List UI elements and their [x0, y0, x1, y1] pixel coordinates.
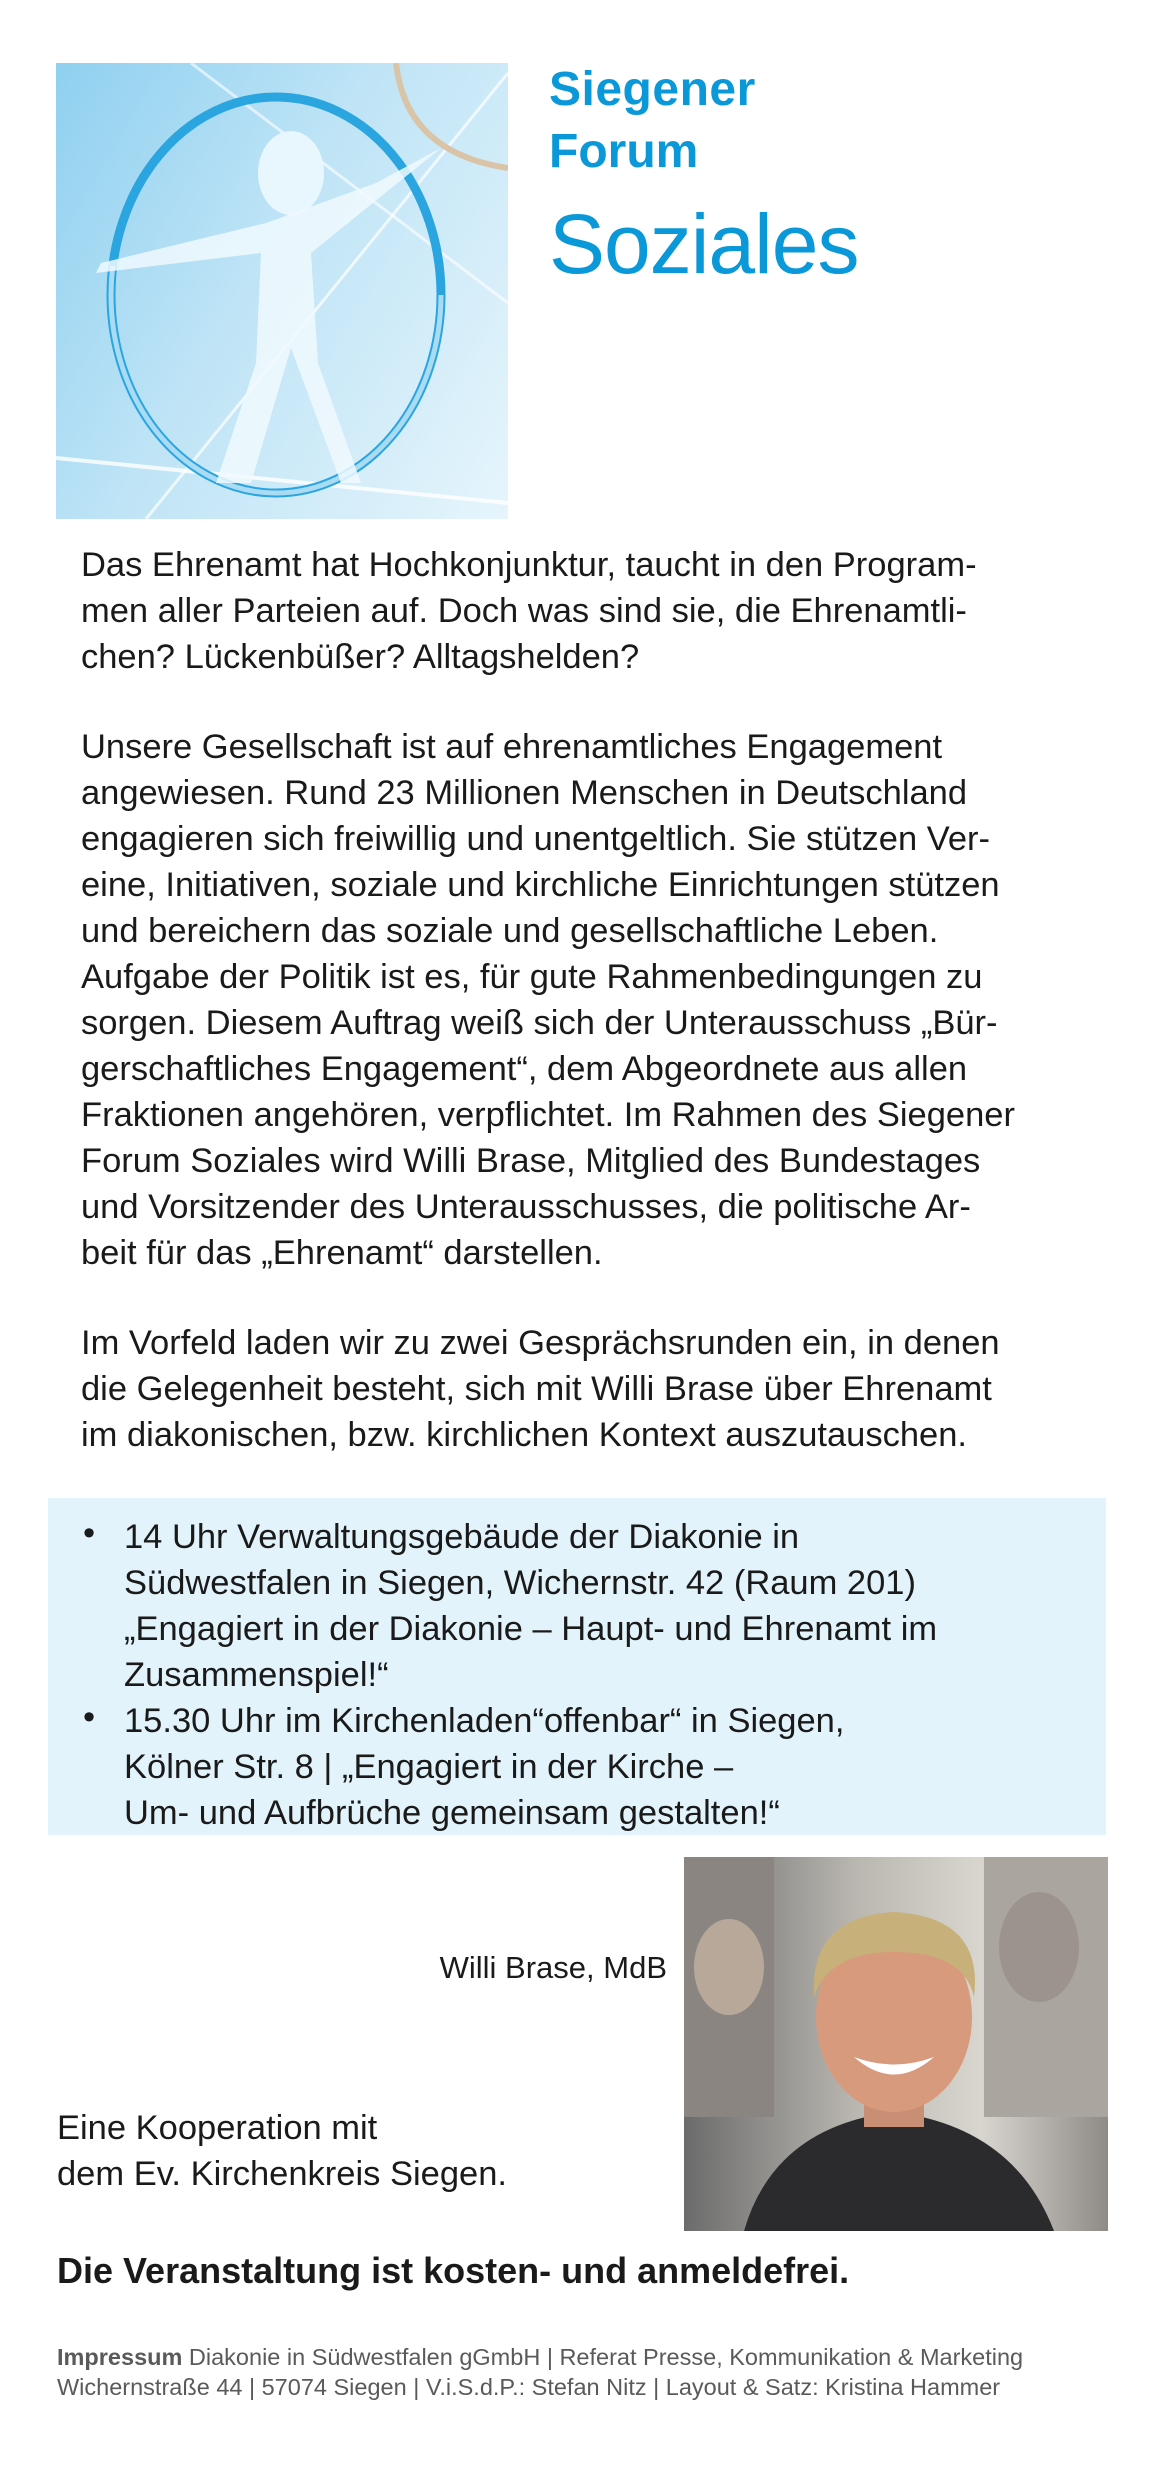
vitruvian-figure-icon: [56, 63, 508, 519]
title-forum: Forum: [549, 125, 699, 178]
person-portrait-icon: [684, 1857, 1108, 2231]
text-line: Kölner Str. 8 | „Engagiert in der Kirche –: [124, 1748, 734, 1786]
impressum-line-1: Diakonie in Südwestfalen gGmbH | Referat Presse, Kommunikation & Marketing: [182, 2344, 1024, 2370]
text-line: chen? Lückenbüßer? Alltagshelden?: [81, 638, 640, 676]
text-line: Südwestfalen in Siegen, Wichernstr. 42 (Raum 201): [124, 1564, 916, 1602]
bullet-icon: •: [83, 1514, 96, 1552]
text-line: Fraktionen angehören, verpflichtet. Im Rahmen des Siegener: [81, 1096, 1015, 1134]
text-line: und bereichern das soziale und gesellschaftliche Leben.: [81, 912, 939, 950]
text-line: Forum Soziales wird Willi Brase, Mitglied des Bundestages: [81, 1142, 981, 1180]
text-line: Um- und Aufbrüche gemeinsam gestalten!“: [124, 1794, 780, 1832]
forum-logo: [56, 63, 508, 519]
intro-paragraph-3: [81, 1320, 1000, 1458]
bullet-icon: •: [83, 1698, 96, 1736]
text-line: eine, Initiativen, soziale und kirchliche Einrichtungen stützen: [81, 866, 1000, 904]
cooperation-note: [57, 2105, 507, 2197]
text-line: sorgen. Diesem Auftrag weiß sich der Unterausschuss „Bür-: [81, 1004, 998, 1042]
portrait-photo: [684, 1857, 1108, 2231]
text-line: dem Ev. Kirchenkreis Siegen.: [57, 2155, 507, 2193]
text-line: Zusammenspiel!“: [124, 1656, 389, 1694]
text-line: angewiesen. Rund 23 Millionen Menschen in Deutschland: [81, 774, 968, 812]
text-line: Im Vorfeld laden wir zu zwei Gesprächsrunden ein, in denen: [81, 1324, 1000, 1362]
event-item-1: [124, 1514, 937, 1698]
text-line: im diakonischen, bzw. kirchlichen Kontext auszutauschen.: [81, 1416, 967, 1454]
event-item-2: [124, 1698, 844, 1836]
title-soziales: Soziales: [549, 197, 859, 291]
events-box: [48, 1498, 1106, 1835]
free-admission-notice: Die Veranstaltung ist kosten- und anmeldefrei.: [57, 2250, 850, 2291]
photo-caption: Willi Brase, MdB: [439, 1950, 667, 1985]
text-line: die Gelegenheit besteht, sich mit Willi Brase über Ehrenamt: [81, 1370, 992, 1408]
text-line: Eine Kooperation mit: [57, 2109, 378, 2147]
text-line: „Engagiert in der Diakonie – Haupt- und Ehrenamt im: [124, 1610, 938, 1648]
title-siegener: Siegener: [549, 63, 756, 116]
text-line: beit für das „Ehrenamt“ darstellen.: [81, 1234, 603, 1272]
text-line: engagieren sich freiwillig und unentgeltlich. Sie stützen Ver-: [81, 820, 991, 858]
text-line: gerschaftliches Engagement“, dem Abgeordnete aus allen: [81, 1050, 968, 1088]
text-line: 14 Uhr Verwaltungsgebäude der Diakonie in: [124, 1518, 800, 1556]
text-line: 15.30 Uhr im Kirchenladen“offenbar“ in Siegen,: [124, 1702, 845, 1740]
impressum-label: Impressum: [57, 2344, 183, 2370]
impressum-line-2: Wichernstraße 44 | 57074 Siegen | V.i.S.d.P.: Stefan Nitz | Layout & Satz: Kristina Hammer: [57, 2374, 1001, 2400]
intro-paragraph-1: [81, 542, 977, 680]
text-line: Unsere Gesellschaft ist auf ehrenamtliches Engagement: [81, 728, 943, 766]
text-line: Das Ehrenamt hat Hochkonjunktur, taucht in den Program-: [81, 546, 977, 584]
intro-paragraph-2: [81, 724, 1015, 1276]
text-line: und Vorsitzender des Unterausschusses, die politische Ar-: [81, 1188, 971, 1226]
text-line: men aller Parteien auf. Doch was sind sie, die Ehrenamtli-: [81, 592, 967, 630]
impressum: [57, 2342, 1023, 2402]
text-line: Aufgabe der Politik ist es, für gute Rahmenbedingungen zu: [81, 958, 983, 996]
